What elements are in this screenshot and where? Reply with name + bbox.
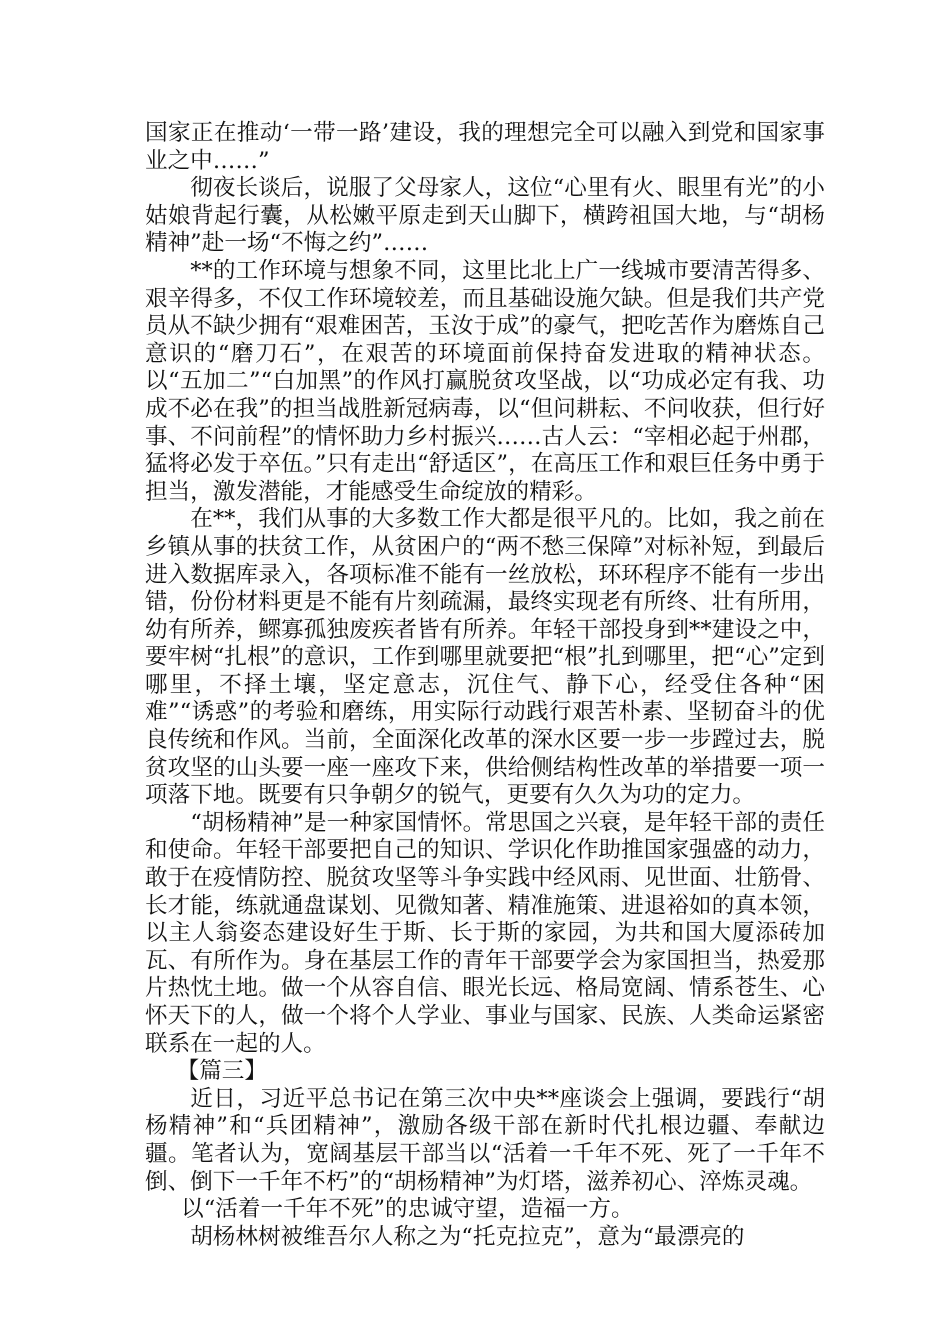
document-page	[145, 120, 825, 1251]
paragraph: 在**，我们从事的大多数工作大都是很平凡的。比如，我之前在乡镇从事的扶贫工作，从贫困户的“两不愁三保障”对标补短，到最后进入数据库录入，各项标准不能有一丝放松，环环程序不能有一步出错，份份材料更是不能有片刻疏漏，最终实现老有所终、壮有所用，幼有所养，鳏寡孤独废疾者皆有所养。年轻干部投身到**建设之中，要牢树“扎根”的意识，工作到哪里就要把“根”扎到哪里，把“心”定到哪里，不择土壤，坚定意志，沉住气、静下心，经受住各种“困难”“诱惑”的考验和磨练，用实际行动践行艰苦朴素、坚韧奋斗的优良传统和作风。当前，全面深化改革的深水区要一步一步蹚过去，脱贫攻坚的山头要一座一座攻下来，供给侧结构性改革的举措要一项一项落下地。既要有只争朝夕的锐气，更要有久久为功的定力。	[145, 506, 825, 809]
section-heading: 【篇三】	[176, 1058, 267, 1085]
paragraph: 近日，习近平总书记在第三次中央**座谈会上强调，要践行“胡杨精神”和“兵团精神”，激励各级干部在新时代扎根边疆、奉献边疆。笔者认为，宽阔基层干部当以“活着一千年不死、死了一千年不倒、倒下一千年不朽”的“胡杨精神”为灯塔，滋养初心、淬炼灵魂。	[145, 1085, 825, 1195]
paragraph: “胡杨精神”是一种家国情怀。常思国之兴衰，是年轻干部的责任和使命。年轻干部要把自己的知识、学识化作助推国家强盛的动力，敢于在疫情防控、脱贫攻坚等斗争实践中经风雨、见世面、壮筋骨、长才能，练就通盘谋划、见微知著、精准施策、进退裕如的真本领，以主人翁姿态建设好生于斯、长于斯的家园，为共和国大厦添砖加瓦、有所作为。身在基层工作的青年干部要学会为家国担当，热爱那片热忱土地。做一个从容自信、眼光长远、格局宽阔、情系苍生、心怀天下的人，做一个将个人学业、事业与国家、民族、人类命运紧密联系在一起的人。	[145, 809, 825, 1057]
paragraph: 以“活着一千年不死”的忠诚守望，造福一方。	[181, 1196, 634, 1223]
paragraph: 胡杨林树被维吾尔人称之为“托克拉克”，意为“最漂亮的	[190, 1223, 745, 1250]
paragraph: 彻夜长谈后，说服了父母家人，这位“心里有火、眼里有光”的小姑娘背起行囊，从松嫩平原走到天山脚下，横跨祖国大地，与“胡杨精神”赴一场“不悔之约”……	[145, 175, 825, 257]
paragraph: **的工作环境与想象不同，这里比北上广一线城市要清苦得多、艰辛得多，不仅工作环境较差，而且基础设施欠缺。但是我们共产党员从不缺少拥有“艰难困苦，玉汝于成”的豪气，把吃苦作为磨炼自己意识的“磨刀石”，在艰苦的环境面前保持奋发进取的精神状态。以“五加二”“白加黑”的作风打赢脱贫攻坚战，以“功成必定有我、功成不必在我”的担当战胜新冠病毒，以“但问耕耘、不问收获，但行好事、不问前程”的情怀助力乡村振兴……古人云：“宰相必起于州郡，猛将必发于卒伍。”只有走出“舒适区”，在高压工作和艰巨任务中勇于担当，激发潜能，才能感受生命绽放的精彩。	[145, 257, 825, 505]
paragraph-continuation: 国家正在推动‘一带一路’建设，我的理想完全可以融入到党和国家事业之中……”	[145, 120, 825, 174]
